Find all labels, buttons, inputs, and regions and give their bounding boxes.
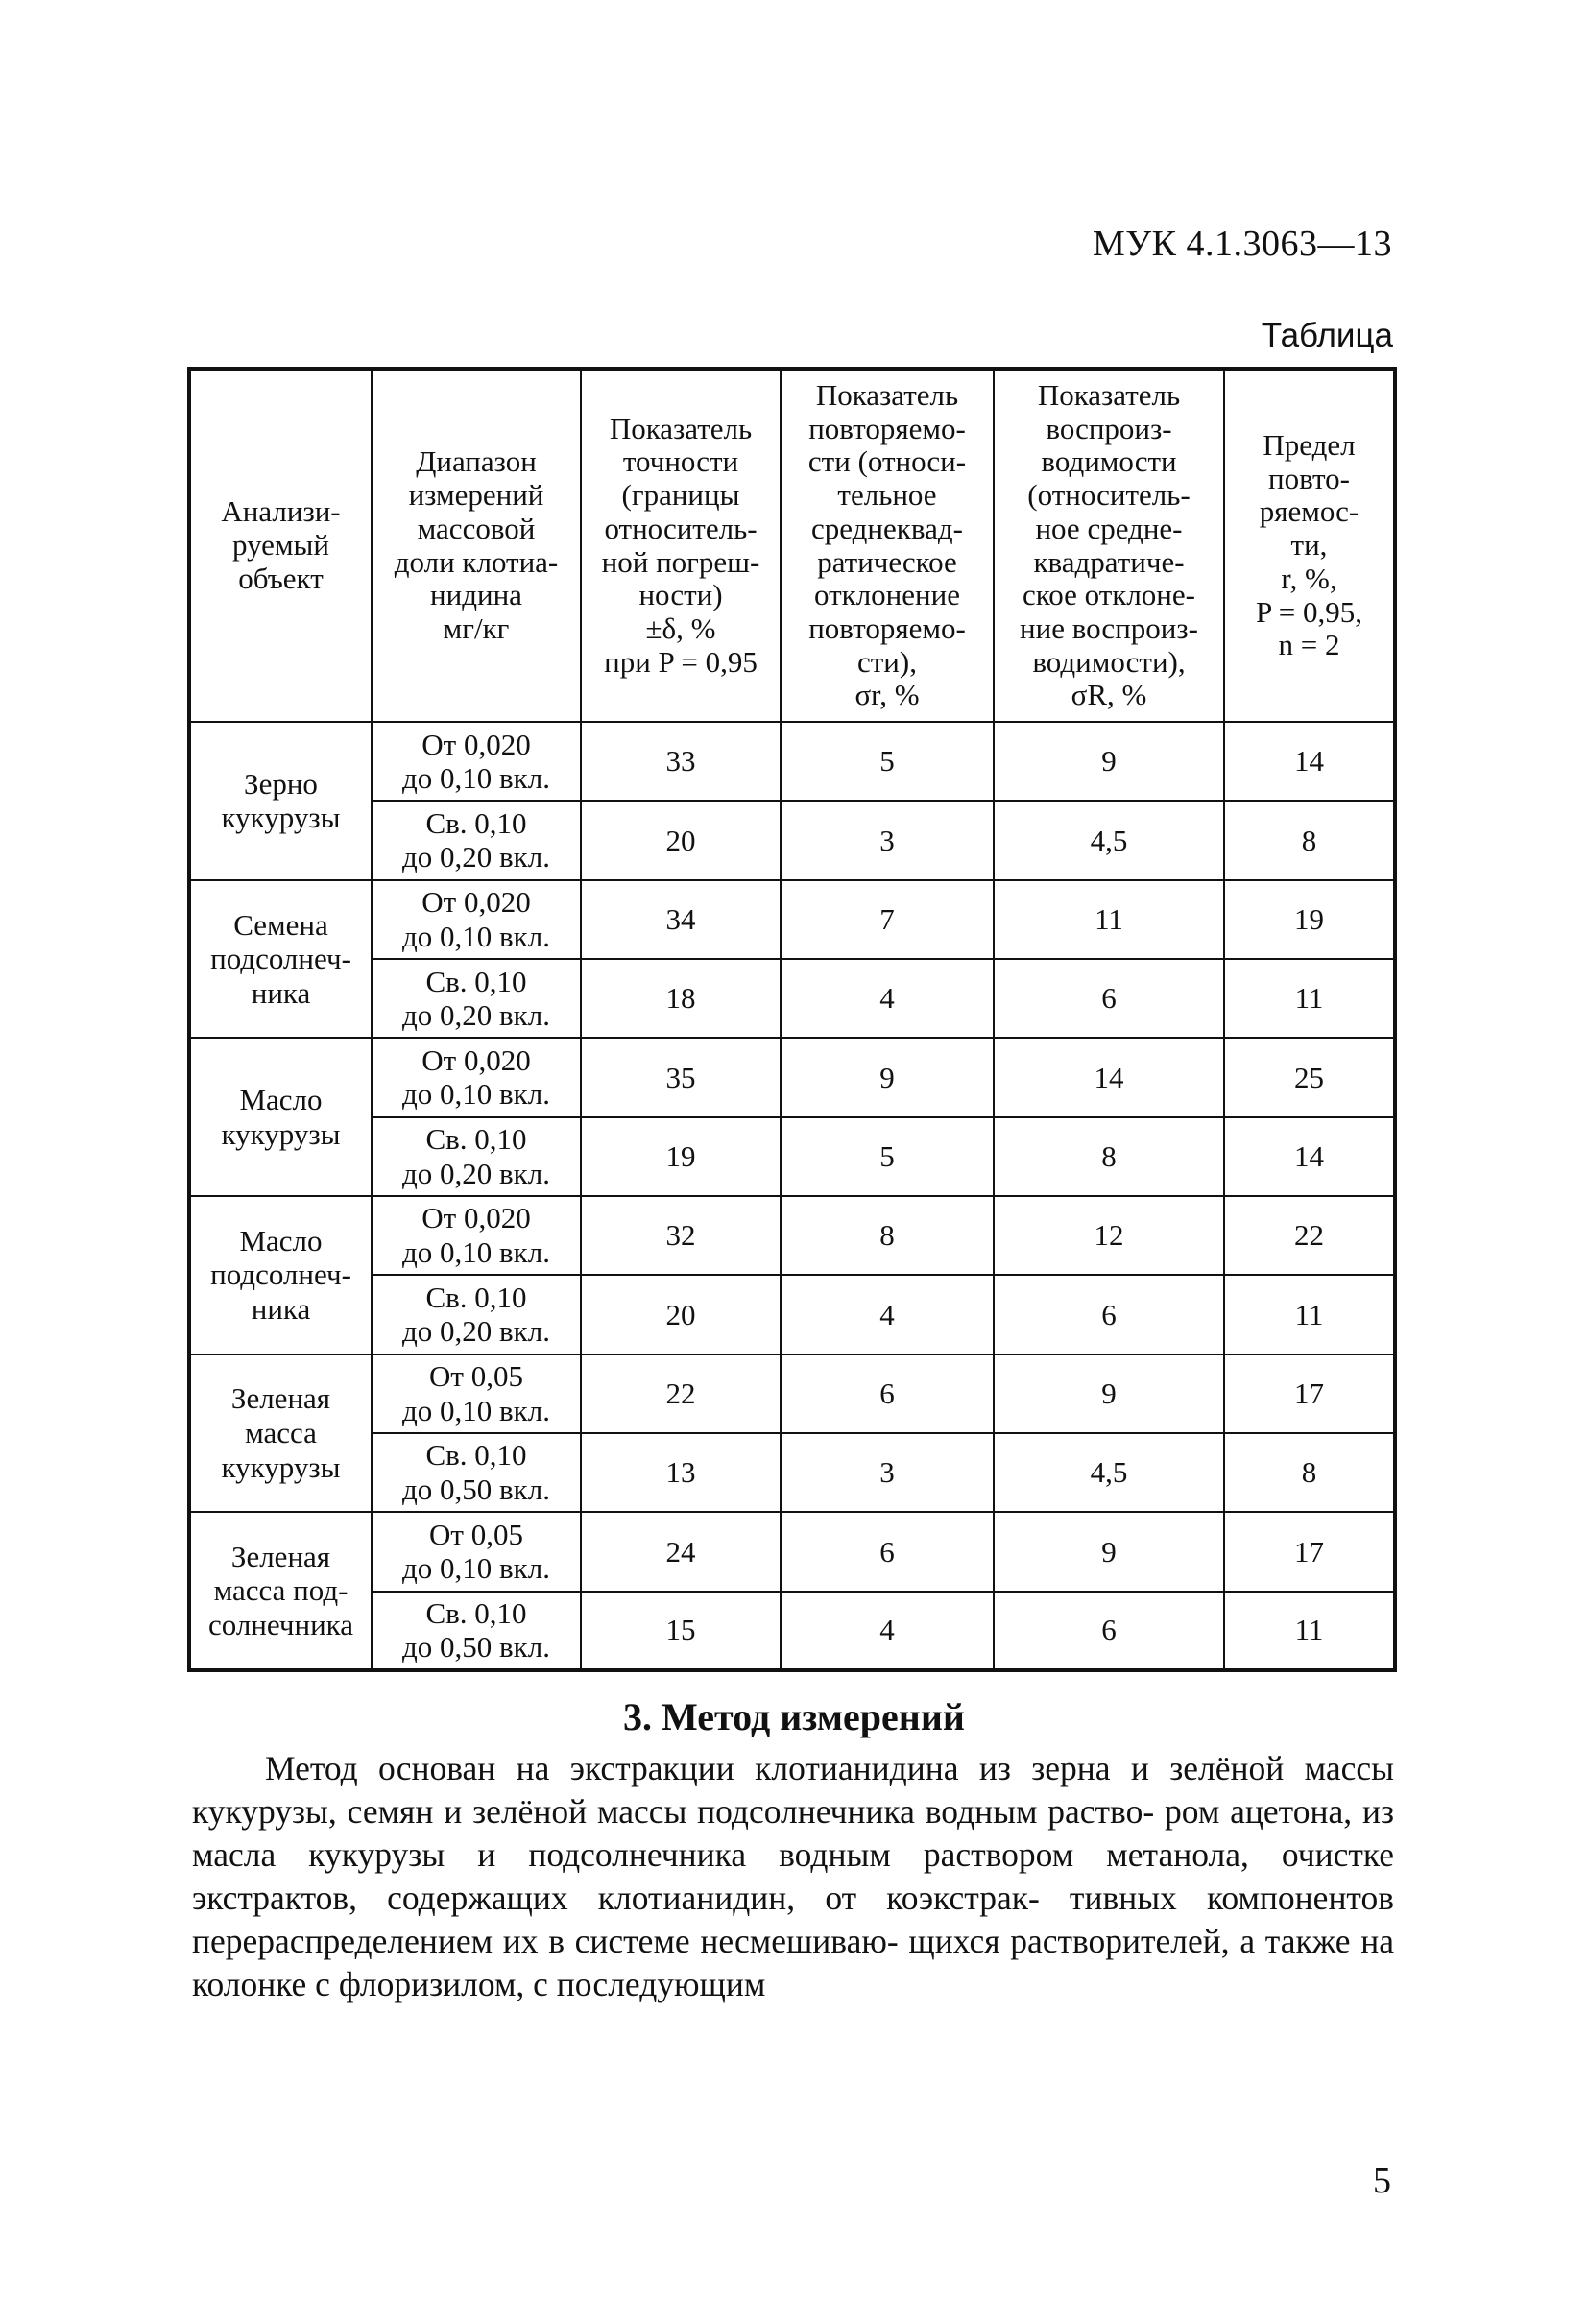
limit-value: 11 [1224, 1592, 1395, 1670]
accuracy-value: 20 [581, 1275, 781, 1354]
document-code: МУК 4.1.3063—13 [1092, 224, 1392, 264]
limit-value: 14 [1224, 1117, 1395, 1196]
header-range: Диапазон измерений массовой доли клотиа- нидина мг/кг [372, 369, 581, 722]
reproducibility-value: 8 [994, 1117, 1224, 1196]
accuracy-value: 33 [581, 722, 781, 801]
range-to: до 0,20 вкл. [402, 1314, 550, 1349]
reproducibility-value: 11 [994, 880, 1224, 959]
range-to: до 0,20 вкл. [402, 1156, 550, 1190]
range-to: до 0,10 вкл. [402, 1551, 550, 1586]
analyzed-object-label: Зеленая масса под- солнечника [207, 1539, 354, 1641]
range-from: Св. 0,10 [425, 1595, 527, 1630]
range-to: до 0,10 вкл. [402, 1393, 550, 1427]
range-to: до 0,10 вкл. [402, 761, 550, 796]
range-cell [372, 1512, 581, 1591]
analyzed-object-label: Зеленая масса кукурузы [221, 1381, 341, 1484]
accuracy-value: 19 [581, 1117, 781, 1196]
header-repeatability: Показатель повторяемо- сти (относи- тельное среднеквад- ратическое отклонение повторяемо- сти), σr, % [781, 369, 994, 722]
header-repeatability-limit: Предел повто- ряемос- ти, r, %, P = 0,95, n = 2 [1224, 369, 1395, 722]
analyzed-object-label: Масло кукурузы [221, 1083, 341, 1151]
analyzed-object-cell [189, 1196, 372, 1354]
analyzed-object-cell [189, 1512, 372, 1670]
section-title: 3. Метод измерений [623, 1695, 965, 1738]
accuracy-value: 35 [581, 1038, 781, 1116]
reproducibility-value: 4,5 [994, 1433, 1224, 1512]
repeatability-value: 3 [781, 1433, 994, 1512]
reproducibility-value: 9 [994, 1512, 1224, 1591]
repeatability-value: 8 [781, 1196, 994, 1275]
table-row [189, 1196, 1395, 1275]
range-cell [372, 1038, 581, 1116]
table-row [189, 1354, 1395, 1433]
range-from: Св. 0,10 [425, 1438, 527, 1473]
header-reproducibility: Показатель воспроиз- водимости (относитель- ное средне- квадратиче- ское отклоне- ние воспроиз- водимости), σR, % [994, 369, 1224, 722]
repeatability-value: 4 [781, 1592, 994, 1670]
reproducibility-value: 6 [994, 1592, 1224, 1670]
repeatability-value: 5 [781, 1117, 994, 1196]
range-cell [372, 959, 581, 1038]
body-paragraph: Метод основан на экстракции клотианидина из зерна и зелёной массы кукурузы, семян и зелёной массы подсолнечника водным раство- ром ацетона, из масла кукурузы и подсолнечника водным раствором метанола, очистке экстрактов, содержащих клотианидин, от коэкстрак- тивных компонентов перераспределением их в системе несмешиваю- щихся растворителей, а также на колонке с флоризилом, с последующим [192, 1749, 1394, 2003]
page-number: 5 [1373, 2161, 1391, 2201]
range-cell [372, 880, 581, 959]
limit-value: 25 [1224, 1038, 1395, 1116]
limit-value: 14 [1224, 722, 1395, 801]
limit-value: 17 [1224, 1512, 1395, 1591]
range-from: Св. 0,10 [425, 1122, 527, 1157]
range-cell [372, 1117, 581, 1196]
range-cell [372, 1433, 581, 1512]
accuracy-value: 13 [581, 1433, 781, 1512]
analyzed-object-label: Зерно кукурузы [221, 766, 341, 835]
limit-value: 8 [1224, 801, 1395, 879]
table-caption: Таблица [1261, 317, 1393, 354]
range-to: до 0,10 вкл. [402, 1077, 550, 1112]
range-to: до 0,50 вкл. [402, 1630, 550, 1665]
range-cell [372, 801, 581, 879]
repeatability-value: 6 [781, 1512, 994, 1591]
analyzed-object-cell [189, 1038, 372, 1196]
accuracy-value: 32 [581, 1196, 781, 1275]
range-cell [372, 1354, 581, 1433]
range-to: до 0,20 вкл. [402, 840, 550, 874]
accuracy-value: 24 [581, 1512, 781, 1591]
table-row [189, 722, 1395, 801]
analyzed-object-cell [189, 1354, 372, 1513]
range-from: От 0,020 [421, 1042, 531, 1077]
analyzed-object-cell [189, 722, 372, 880]
range-from: Св. 0,10 [425, 1280, 527, 1314]
table-row [189, 1038, 1395, 1116]
reproducibility-value: 9 [994, 1354, 1224, 1433]
range-from: От 0,020 [421, 885, 531, 920]
range-from: Св. 0,10 [425, 964, 527, 998]
limit-value: 8 [1224, 1433, 1395, 1512]
repeatability-value: 4 [781, 959, 994, 1038]
table-row [189, 1512, 1395, 1591]
range-from: От 0,05 [429, 1517, 523, 1551]
analyzed-object-label: Масло подсолнеч- ника [210, 1223, 351, 1327]
range-cell [372, 1592, 581, 1670]
limit-value: 17 [1224, 1354, 1395, 1433]
range-to: до 0,10 вкл. [402, 919, 550, 953]
reproducibility-value: 9 [994, 722, 1224, 801]
range-from: От 0,020 [421, 727, 531, 761]
range-cell [372, 1196, 581, 1275]
repeatability-value: 5 [781, 722, 994, 801]
accuracy-value: 22 [581, 1354, 781, 1433]
range-to: до 0,10 вкл. [402, 1235, 550, 1270]
reproducibility-value: 14 [994, 1038, 1224, 1116]
table-row [189, 880, 1395, 959]
accuracy-value: 20 [581, 801, 781, 879]
range-from: От 0,020 [421, 1201, 531, 1235]
reproducibility-value: 12 [994, 1196, 1224, 1275]
reproducibility-value: 6 [994, 1275, 1224, 1354]
limit-value: 11 [1224, 959, 1395, 1038]
range-to: до 0,50 вкл. [402, 1473, 550, 1507]
repeatability-value: 3 [781, 801, 994, 879]
reproducibility-value: 6 [994, 959, 1224, 1038]
header-object: Анализи- руемый объект [189, 369, 372, 722]
range-to: до 0,20 вкл. [402, 998, 550, 1033]
table-header-row [189, 369, 1395, 722]
repeatability-value: 4 [781, 1275, 994, 1354]
limit-value: 11 [1224, 1275, 1395, 1354]
measurement-table [187, 367, 1397, 1672]
repeatability-value: 7 [781, 880, 994, 959]
repeatability-value: 6 [781, 1354, 994, 1433]
range-cell [372, 722, 581, 801]
analyzed-object-cell [189, 880, 372, 1039]
reproducibility-value: 4,5 [994, 801, 1224, 879]
range-from: Св. 0,10 [425, 805, 527, 840]
limit-value: 19 [1224, 880, 1395, 959]
range-cell [372, 1275, 581, 1354]
accuracy-value: 34 [581, 880, 781, 959]
accuracy-value: 15 [581, 1592, 781, 1670]
repeatability-value: 9 [781, 1038, 994, 1116]
analyzed-object-label: Семена подсолнеч- ника [210, 907, 351, 1010]
accuracy-value: 18 [581, 959, 781, 1038]
header-accuracy: Показатель точности (границы относитель- ной погреш- ности) ±δ, % при P = 0,95 [581, 369, 781, 722]
range-from: От 0,05 [429, 1359, 523, 1394]
limit-value: 22 [1224, 1196, 1395, 1275]
